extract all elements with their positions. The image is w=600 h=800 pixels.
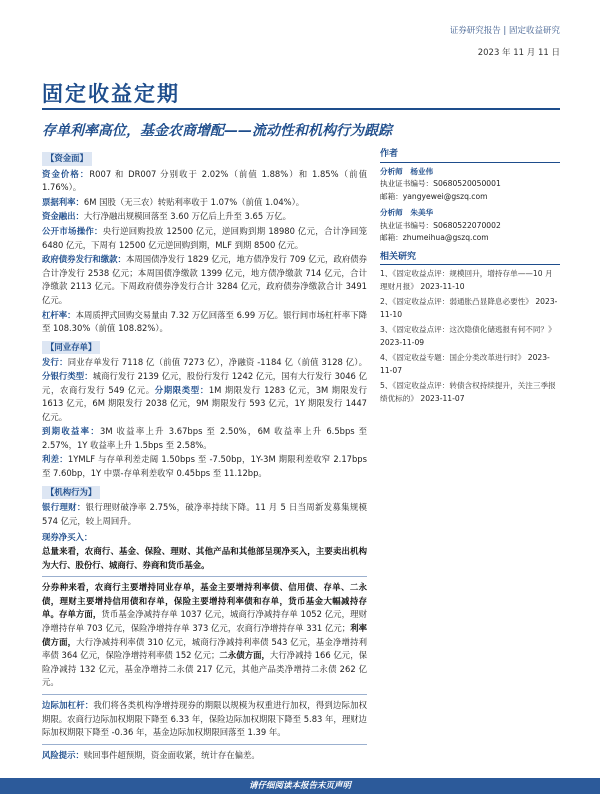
title-divider [42, 108, 560, 110]
cd-term-label: 分期限类型： [154, 384, 209, 395]
section-tag-funding: 【资金面】 [42, 152, 92, 166]
related-report-date: 2023-11-07 [380, 353, 550, 375]
cd-yield-paragraph [42, 425, 367, 452]
funding-text: 本周国债净发行 1829 亿元，地方债净发行 709 亿元，政府债券合计净发行 2538 亿元；本周国债净缴款 1399 亿元，地方债净缴款 714 亿元，合计净缴款 2113 亿元。下周政府债券净发行合计 3284 亿元，政府债券净缴款合计 3491 亿元。 [42, 254, 367, 305]
cd-yield-label: 到期收益率： [42, 426, 100, 437]
cd-yield-text: 3M 收益率上升 3.67bps 至 2.50%，6M 收益率上升 6.5bps 至 2.57%，1Y 收益率上升 1.5bps 至 2.58%。 [42, 426, 367, 450]
risk-text: 赎回事件超预期，资金面收紧，统计存在偏差。 [83, 749, 260, 760]
analyst-email[interactable]: 邮箱：zhumeihua@gszq.com [380, 233, 489, 242]
analyst-name: 分析师 朱美华 [380, 208, 434, 217]
section-tag-cd: 【同业存单】 [42, 341, 100, 355]
related-report-link[interactable] [380, 352, 560, 377]
cd-issue-text: 同业存单发行 7118 亿（前值 7273 亿），净融资 -1184 亿（前值 3128 亿）。 [67, 357, 368, 368]
authors-heading: 作者 [380, 148, 560, 163]
funding-label: 公开市场操作： [42, 225, 103, 236]
cd-bank-text: 城商行发行 2139 亿元，股份行发行 1242 亿元，国有大行发行 3046 亿元，农商行发行 549 亿元。 [42, 370, 367, 395]
analyst-cert: 执业证书编号：S0680522070002 [380, 220, 501, 230]
net-buy-perp-label: 二永债方面， [219, 650, 270, 661]
cd-spread-paragraph [42, 453, 367, 480]
related-report-date: 2023-11-09 [380, 337, 425, 347]
analyst-name: 分析师 杨业伟 [380, 166, 434, 176]
divider [42, 744, 367, 745]
related-report-title: 1、《固定收益点评：规模回升，增持存单——10 月理财月报》 [380, 269, 553, 291]
main-content [42, 148, 367, 763]
funding-paragraph [42, 210, 367, 224]
analyst-cert: 执业证书编号：S0680520050001 [380, 179, 501, 188]
funding-paragraph [42, 196, 367, 210]
analyst-list [380, 166, 560, 245]
sidebar [380, 148, 560, 408]
related-report-link[interactable] [380, 324, 560, 349]
funding-paragraph [42, 225, 367, 252]
net-buy-by-type: 分券种来看，农商行主要增持同业存单，基金主要增持利率债、信用债、存单、二永债，理财主要增持信用债和存单，保险主要增持利率债和存单，货币基金大幅减持存单。 [42, 582, 367, 620]
divider [42, 576, 367, 577]
funding-paragraph [42, 253, 367, 307]
net-buy-rate-text: 大行净减持利率债 310 亿元，城商行净减持利率债 543 亿元，基金净增持利率债 364 亿元，保险净增持利率债 152 亿元； [42, 636, 367, 661]
analyst-email[interactable]: 邮箱：yangyewei@gszq.com [380, 191, 488, 201]
related-report-date: 2023-11-07 [420, 393, 465, 403]
net-buy-perp-text: 大行净减持 166 亿元，保险净减持 132 亿元，基金净增持二永债 217 亿元，其他产品类净增持二永债 262 亿元。 [42, 650, 368, 688]
related-report-link[interactable] [380, 268, 560, 293]
funding-label: 杠杆率： [42, 309, 76, 320]
report-type: 证券研究报告 | 固定收益研究 [449, 26, 560, 36]
funding-text: 6M 国股（无三农）转贴利率收于 1.07%（前值 1.04%）。 [83, 196, 305, 207]
funding-paragraph [42, 168, 367, 195]
wealth-mgmt-label: 银行理财： [42, 502, 86, 513]
net-buy-title: 现券净买入： [42, 532, 93, 543]
funding-label: 资金融出： [42, 211, 84, 222]
report-date: 2023 年 11 月 11 日 [477, 48, 560, 58]
cd-spread-label: 利差： [42, 454, 68, 465]
cd-term-text: 1M 期限发行 1283 亿元，3M 期限发行 1613 亿元，6M 期限发行 2038 亿元，9M 期限发行 593 亿元，1Y 期限发行 1447 亿元。 [42, 384, 368, 422]
page-title: 固定收益定期 [42, 82, 180, 106]
related-report-title: 5、《固定收益点评：转债含权持续提升，关注三季报绩优标的》 [380, 381, 556, 403]
funding-label: 票据利率： [42, 196, 84, 207]
cd-issue-paragraph [42, 356, 367, 424]
risk-paragraph [42, 749, 367, 763]
funding-label: 资金价格： [42, 168, 90, 179]
related-report-date: 2023-11-10 [420, 281, 465, 291]
net-buy-overview: 总量来看，农商行、基金、保险、理财、其他产品和其他部呈现净买入，主要卖出机构为大行、股份行、城商行、券商和货币基金。 [42, 546, 367, 570]
net-buy-cd-text: 货币基金净减持存单 1037 亿元，城商行净减持存单 1052 亿元，理财净增持存单 703 亿元，保险净增持存单 373 亿元，农商行净增持存单 331 亿元； [42, 609, 367, 633]
cd-issue-label: 发行： [42, 357, 68, 368]
funding-paragraph [42, 309, 367, 336]
related-report-title: 2、《固定收益点评：弱通胀凸显降息必要性》 [380, 297, 533, 306]
cd-bank-label: 分银行类型： [42, 370, 93, 381]
funding-text: R007 和 DR007 分别收于 2.02%（前值 1.88%）和 1.85%（前值 1.76%）。 [42, 168, 367, 193]
section-tag-institution: 【机构行为】 [42, 486, 100, 500]
marginal-leverage-label: 边际加杠杆： [42, 699, 94, 710]
net-buy-rate-label: 利率债方面， [42, 623, 368, 647]
related-report-link[interactable] [380, 296, 560, 321]
analyst-card [380, 166, 560, 204]
net-buy-cd-label: 存单方面， [58, 609, 102, 620]
cd-spread-text: 1YMLF 与存单利差走阔 1.50bps 至 -7.50bp，1Y-3M 期限利差收窄 2.17bps 至 7.60bp，1Y 中票-存单利差收窄 0.45bps 至 11.12bp。 [42, 454, 367, 479]
risk-label: 风险提示： [42, 749, 84, 760]
wealth-mgmt-paragraph [42, 501, 367, 528]
net-buy-detail [42, 581, 367, 690]
related-report-link[interactable] [380, 380, 560, 405]
marginal-leverage-paragraph [42, 699, 367, 740]
funding-list [42, 168, 367, 336]
footer-disclaimer: 请仔细阅读本报告末页声明 [0, 778, 600, 794]
related-report-title: 3、《固定收益点评：这次隐债化储逃报有何不同？》 [380, 325, 556, 334]
report-subtitle: 存单利率高位，基金农商增配——流动性和机构行为跟踪 [42, 123, 392, 139]
related-list [380, 268, 560, 405]
funding-text: 央行逆回购投放 12500 亿元，逆回购到期 18980 亿元，合计净回笼 6480 亿元，下周有 12500 亿元逆回购到期，MLF 到期 8500 亿元。 [42, 225, 368, 250]
funding-label: 政府债券发行和缴款： [42, 254, 126, 265]
divider [42, 694, 367, 695]
related-report-date: 2023-11-10 [380, 297, 558, 319]
marginal-leverage-text: 我们将各类机构净增持现券的期限以规模为权重进行加权，得到边际加权期限。农商行边际加权期限下降至 6.33 年，保险边际加权期限下降至 5.83 年，理财边际加权期限下降至 -0.36 年，基金边际加权期限回落至 1.39 年。 [42, 699, 368, 738]
related-report-title: 4、《固定收益专题：国企分类改革进行时》 [380, 353, 526, 362]
funding-text: 本周质押式回购交易量由 7.32 万亿回落至 6.99 万亿。银行间市场杠杆率下降至 108.30%（前值 108.82%）。 [42, 309, 367, 334]
report-header [450, 24, 560, 60]
analyst-card [380, 207, 560, 245]
funding-text: 大行净融出规模回落至 3.60 万亿后上升至 3.65 万亿。 [83, 211, 291, 222]
wealth-mgmt-text: 银行理财破净率 2.75%，破净率持续下降。11 月 5 日当周新发募集规模 574 亿元，较上周回升。 [42, 502, 367, 526]
related-heading: 相关研究 [380, 251, 560, 266]
